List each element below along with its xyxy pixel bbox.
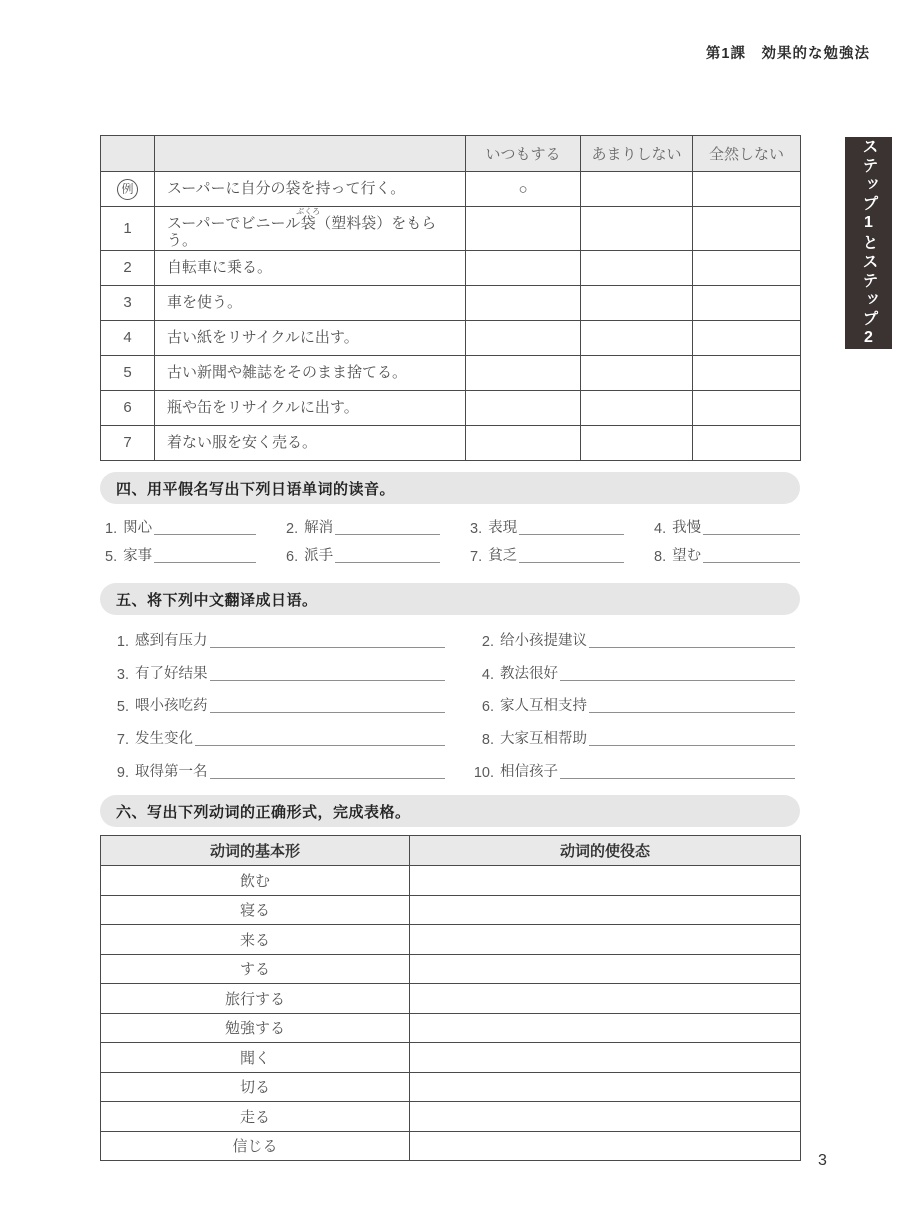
answer-blank-line — [519, 534, 624, 535]
answer-blank-line — [560, 778, 795, 779]
section4-heading — [100, 472, 800, 504]
reading-item — [286, 509, 440, 537]
choice-cell — [581, 425, 693, 460]
answer-blank-line — [154, 562, 256, 563]
verb-row — [101, 925, 801, 955]
corner-cell-statement — [155, 136, 466, 172]
item-number: 6. — [286, 549, 299, 565]
item-word: 貧乏 — [488, 548, 518, 564]
choice-cell — [693, 320, 801, 355]
answer-blank-line — [195, 745, 445, 746]
page-content — [100, 0, 800, 1224]
choice-cell — [581, 172, 693, 207]
verb-row — [101, 984, 801, 1014]
item-word: 派手 — [304, 548, 334, 564]
side-tab-label: ステップ1とステップ2 — [860, 137, 877, 349]
choice-cell — [466, 390, 581, 425]
reading-item — [654, 509, 800, 537]
furigana-annotation: 袋ぶくろ — [296, 207, 321, 232]
row-number-cell: 4 — [101, 320, 155, 355]
choice-cell — [581, 355, 693, 390]
survey-row — [101, 172, 801, 207]
row-number-cell: 5 — [101, 355, 155, 390]
statement-cell: 着ない服を安く売る。 — [155, 425, 466, 460]
survey-row — [101, 390, 801, 425]
answer-blank-line — [335, 562, 440, 563]
verb-table-header-row — [101, 836, 801, 866]
choice-cell — [581, 250, 693, 285]
verb-base-form-cell: 聞く — [101, 1043, 410, 1073]
item-phrase: 发生变化 — [135, 731, 193, 748]
reading-item — [470, 537, 624, 565]
item-number: 2. — [286, 521, 299, 537]
answer-blank-line — [589, 647, 795, 648]
choice-cell — [581, 320, 693, 355]
row-number-cell: 6 — [101, 390, 155, 425]
choice-cell — [466, 250, 581, 285]
answer-blank-line — [703, 562, 800, 563]
item-phrase: 取得第一名 — [135, 763, 208, 780]
section6-title: 六、写出下列动词的正确形式，完成表格。 — [116, 803, 411, 821]
choice-cell — [693, 207, 801, 251]
item-number: 4. — [654, 521, 667, 537]
item-word: 家事 — [123, 548, 153, 564]
verb-causative-answer-cell — [410, 895, 801, 925]
item-number: 2. — [481, 633, 494, 650]
survey-header-row — [101, 136, 801, 172]
row-number-cell: 7 — [101, 425, 155, 460]
item-number: 1. — [116, 633, 129, 650]
translation-item — [105, 748, 445, 781]
choice-cell — [693, 250, 801, 285]
item-number: 7. — [470, 549, 483, 565]
frequency-column-header-2: 全然しない — [693, 136, 801, 172]
choice-cell — [466, 425, 581, 460]
item-phrase: 给小孩提建议 — [500, 632, 587, 649]
item-word: 表現 — [488, 520, 518, 536]
survey-row — [101, 285, 801, 320]
verb-causative-answer-cell — [410, 1131, 801, 1161]
frequency-column-header-1: あまりしない — [581, 136, 693, 172]
item-phrase: 喂小孩吃药 — [135, 698, 208, 715]
verb-base-form-cell: 勉強する — [101, 1013, 410, 1043]
section5-items — [105, 617, 795, 781]
row-number-cell: 3 — [101, 285, 155, 320]
answer-blank-line — [210, 680, 446, 681]
chapter-title: 第1課 効果的な勉強法 — [705, 46, 870, 62]
choice-cell — [693, 425, 801, 460]
item-phrase: 有了好结果 — [135, 665, 208, 682]
verb-base-form-cell: 寝る — [101, 895, 410, 925]
verb-row — [101, 954, 801, 984]
survey-row — [101, 320, 801, 355]
translation-item — [470, 715, 795, 748]
verb-table-header-0: 动词的基本形 — [101, 836, 410, 866]
item-phrase: 相信孩子 — [500, 763, 558, 780]
item-phrase: 大家互相帮助 — [500, 731, 587, 748]
item-number: 8. — [481, 732, 494, 749]
verb-causative-answer-cell — [410, 1043, 801, 1073]
item-number: 9. — [116, 764, 129, 781]
item-number: 7. — [116, 732, 129, 749]
choice-cell — [693, 355, 801, 390]
survey-row — [101, 250, 801, 285]
answer-blank-line — [589, 745, 795, 746]
statement-cell: 古い新聞や雑誌をそのまま捨てる。 — [155, 355, 466, 390]
item-number: 1. — [105, 521, 118, 537]
answer-blank-line — [519, 562, 624, 563]
item-number: 10. — [473, 764, 494, 781]
row-number-cell: 2 — [101, 250, 155, 285]
item-word: 解消 — [304, 520, 334, 536]
choice-cell — [581, 390, 693, 425]
corner-cell-number — [101, 136, 155, 172]
reading-item — [286, 537, 440, 565]
statement-cell: 古い紙をリサイクルに出す。 — [155, 320, 466, 355]
survey-row — [101, 355, 801, 390]
answer-blank-line — [335, 534, 440, 535]
section6-heading — [100, 795, 800, 827]
item-word: 望む — [672, 548, 702, 564]
verb-row — [101, 895, 801, 925]
reading-item — [470, 509, 624, 537]
verb-base-form-cell: 旅行する — [101, 984, 410, 1014]
verb-base-form-cell: 走る — [101, 1102, 410, 1132]
verb-causative-answer-cell — [410, 954, 801, 984]
frequency-column-header-0: いつもする — [466, 136, 581, 172]
translation-item — [470, 617, 795, 650]
row-number-cell — [101, 172, 155, 207]
statement-cell: スーパーでビニール袋ぶくろ（塑料袋）をもらう。 — [155, 207, 466, 251]
verb-row — [101, 1013, 801, 1043]
verb-causative-answer-cell — [410, 866, 801, 896]
verb-row — [101, 866, 801, 896]
page-number: 3 — [818, 1152, 827, 1169]
choice-cell: ○ — [466, 172, 581, 207]
statement-cell: 自転車に乗る。 — [155, 250, 466, 285]
item-phrase: 教法很好 — [500, 665, 558, 682]
choice-cell — [693, 390, 801, 425]
item-number: 8. — [654, 549, 667, 565]
translation-item — [105, 715, 445, 748]
section4-title: 四、用平假名写出下列日语单词的读音。 — [116, 480, 396, 498]
section5-heading — [100, 583, 800, 615]
verb-row — [101, 1043, 801, 1073]
statement-cell: 車を使う。 — [155, 285, 466, 320]
verb-base-form-cell: 切る — [101, 1072, 410, 1102]
translation-item — [470, 748, 795, 781]
item-phrase: 感到有压力 — [135, 632, 208, 649]
verb-causative-answer-cell — [410, 1013, 801, 1043]
verb-base-form-cell: 飲む — [101, 866, 410, 896]
translation-item — [105, 683, 445, 716]
verb-base-form-cell: 信じる — [101, 1131, 410, 1161]
choice-cell — [581, 207, 693, 251]
verb-conjugation-table — [100, 835, 801, 1161]
choice-cell — [466, 207, 581, 251]
verb-base-form-cell: する — [101, 954, 410, 984]
section5-title: 五、将下列中文翻译成日语。 — [116, 591, 318, 609]
survey-table — [100, 135, 801, 461]
reading-item — [654, 537, 800, 565]
section4-items — [105, 509, 800, 565]
statement-cell: 瓶や缶をリサイクルに出す。 — [155, 390, 466, 425]
item-number: 6. — [481, 699, 494, 716]
side-tab-step1-step2 — [845, 137, 892, 349]
item-number: 3. — [470, 521, 483, 537]
choice-cell — [581, 285, 693, 320]
verb-table-header-1: 动词的使役态 — [410, 836, 801, 866]
choice-cell — [466, 355, 581, 390]
answer-blank-line — [210, 712, 446, 713]
verb-row — [101, 1131, 801, 1161]
verb-causative-answer-cell — [410, 984, 801, 1014]
translation-item — [105, 650, 445, 683]
item-number: 3. — [116, 666, 129, 683]
choice-cell — [693, 285, 801, 320]
verb-row — [101, 1072, 801, 1102]
verb-causative-answer-cell — [410, 925, 801, 955]
survey-row — [101, 425, 801, 460]
choice-cell — [466, 285, 581, 320]
item-number: 4. — [481, 666, 494, 683]
answer-blank-line — [560, 680, 795, 681]
item-word: 関心 — [123, 520, 153, 536]
verb-causative-answer-cell — [410, 1072, 801, 1102]
item-phrase: 家人互相支持 — [500, 698, 587, 715]
item-word: 我慢 — [672, 520, 702, 536]
verb-base-form-cell: 来る — [101, 925, 410, 955]
item-number: 5. — [116, 699, 129, 716]
translation-item — [470, 650, 795, 683]
translation-item — [470, 683, 795, 716]
answer-blank-line — [703, 534, 800, 535]
verb-row — [101, 1102, 801, 1132]
translation-item — [105, 617, 445, 650]
answer-blank-line — [210, 647, 446, 648]
answer-blank-line — [210, 778, 446, 779]
choice-cell — [466, 320, 581, 355]
survey-row — [101, 207, 801, 251]
statement-cell: スーパーに自分の袋を持って行く。 — [155, 172, 466, 207]
circled-example-label: 例 — [117, 179, 138, 200]
reading-item — [105, 509, 256, 537]
choice-cell — [693, 172, 801, 207]
item-number: 5. — [105, 549, 118, 565]
reading-item — [105, 537, 256, 565]
answer-blank-line — [154, 534, 256, 535]
row-number-cell: 1 — [101, 207, 155, 251]
verb-causative-answer-cell — [410, 1102, 801, 1132]
answer-blank-line — [589, 712, 795, 713]
